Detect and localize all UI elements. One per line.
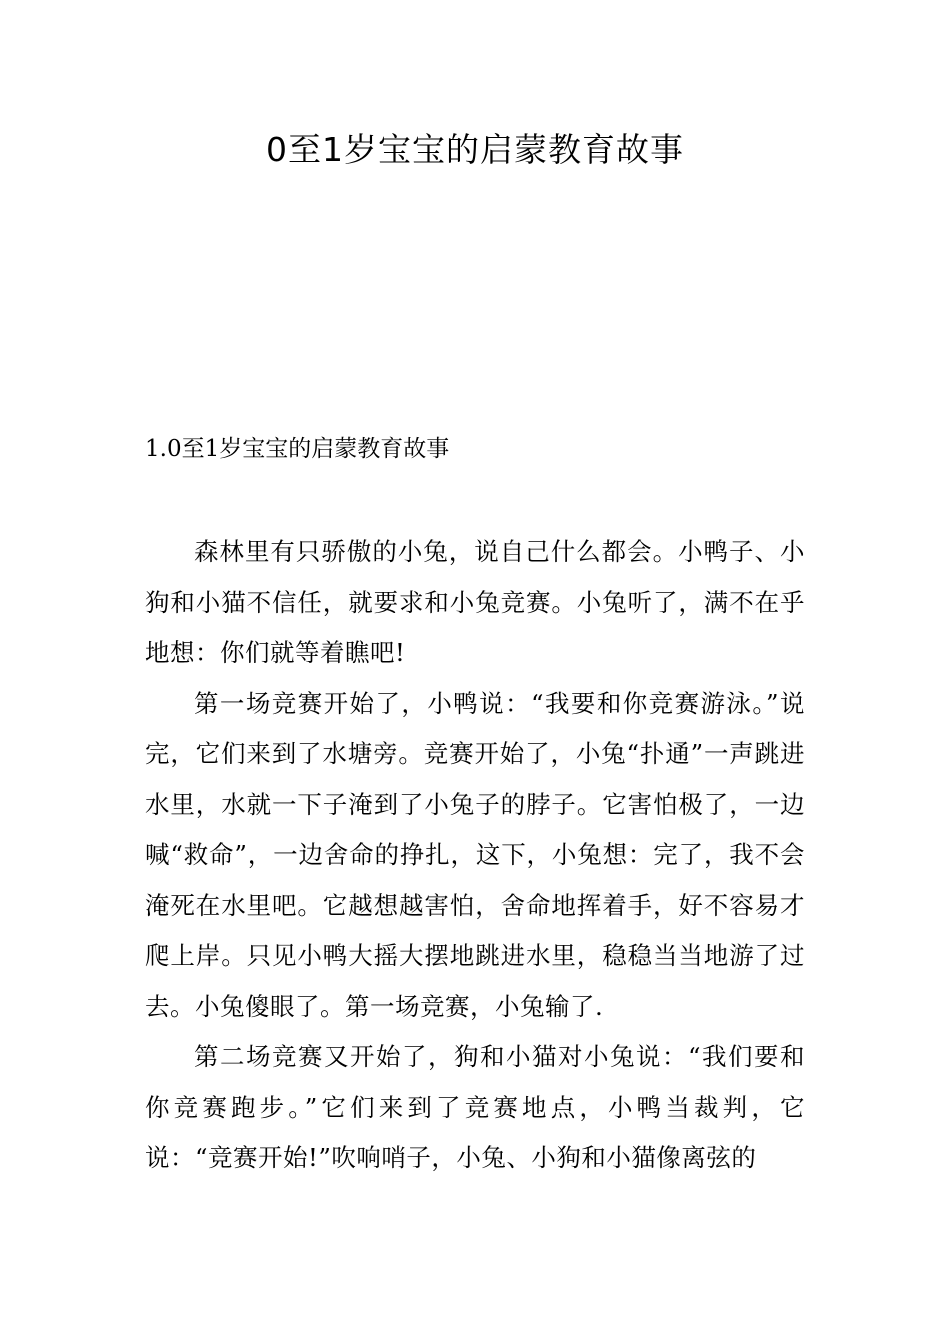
story-paragraph-2: 第一场竞赛开始了，小鸭说：“我要和你竞赛游泳。”说完，它们来到了水塘旁。竞赛开始了，小兔“扑通”一声跳进水里，水就一下子淹到了小兔子的脖子。它害怕极了，一边喊“救命”，一边舍命的挣扎，这下，小兔想：完了，我不会淹死在水里吧。它越想越害怕，舍命地挥着手，好不容易才爬上岸。只见小鸭大摇大摆地跳进水里，稳稳当当地游了过去。小兔傻眼了。第一场竞赛，小兔输了. [145,688,805,1021]
document-title: 0至1岁宝宝的启蒙教育故事 [266,130,684,169]
story-body [145,527,805,1184]
story-paragraph-1: 森林里有只骄傲的小兔，说自己什么都会。小鸭子、小狗和小猫不信任，就要求和小兔竞赛。小兔听了，满不在乎地想：你们就等着瞧吧! [145,537,805,667]
story-paragraph-3: 第二场竞赛又开始了，狗和小猫对小兔说：“我们要和你竞赛跑步。”它们来到了竞赛地点，小鸭当裁判，它说：“竞赛开始!”吹响哨子，小兔、小狗和小猫像离弦的 [145,1042,805,1172]
section-heading: 1.0至1岁宝宝的启蒙教育故事 [145,436,450,462]
